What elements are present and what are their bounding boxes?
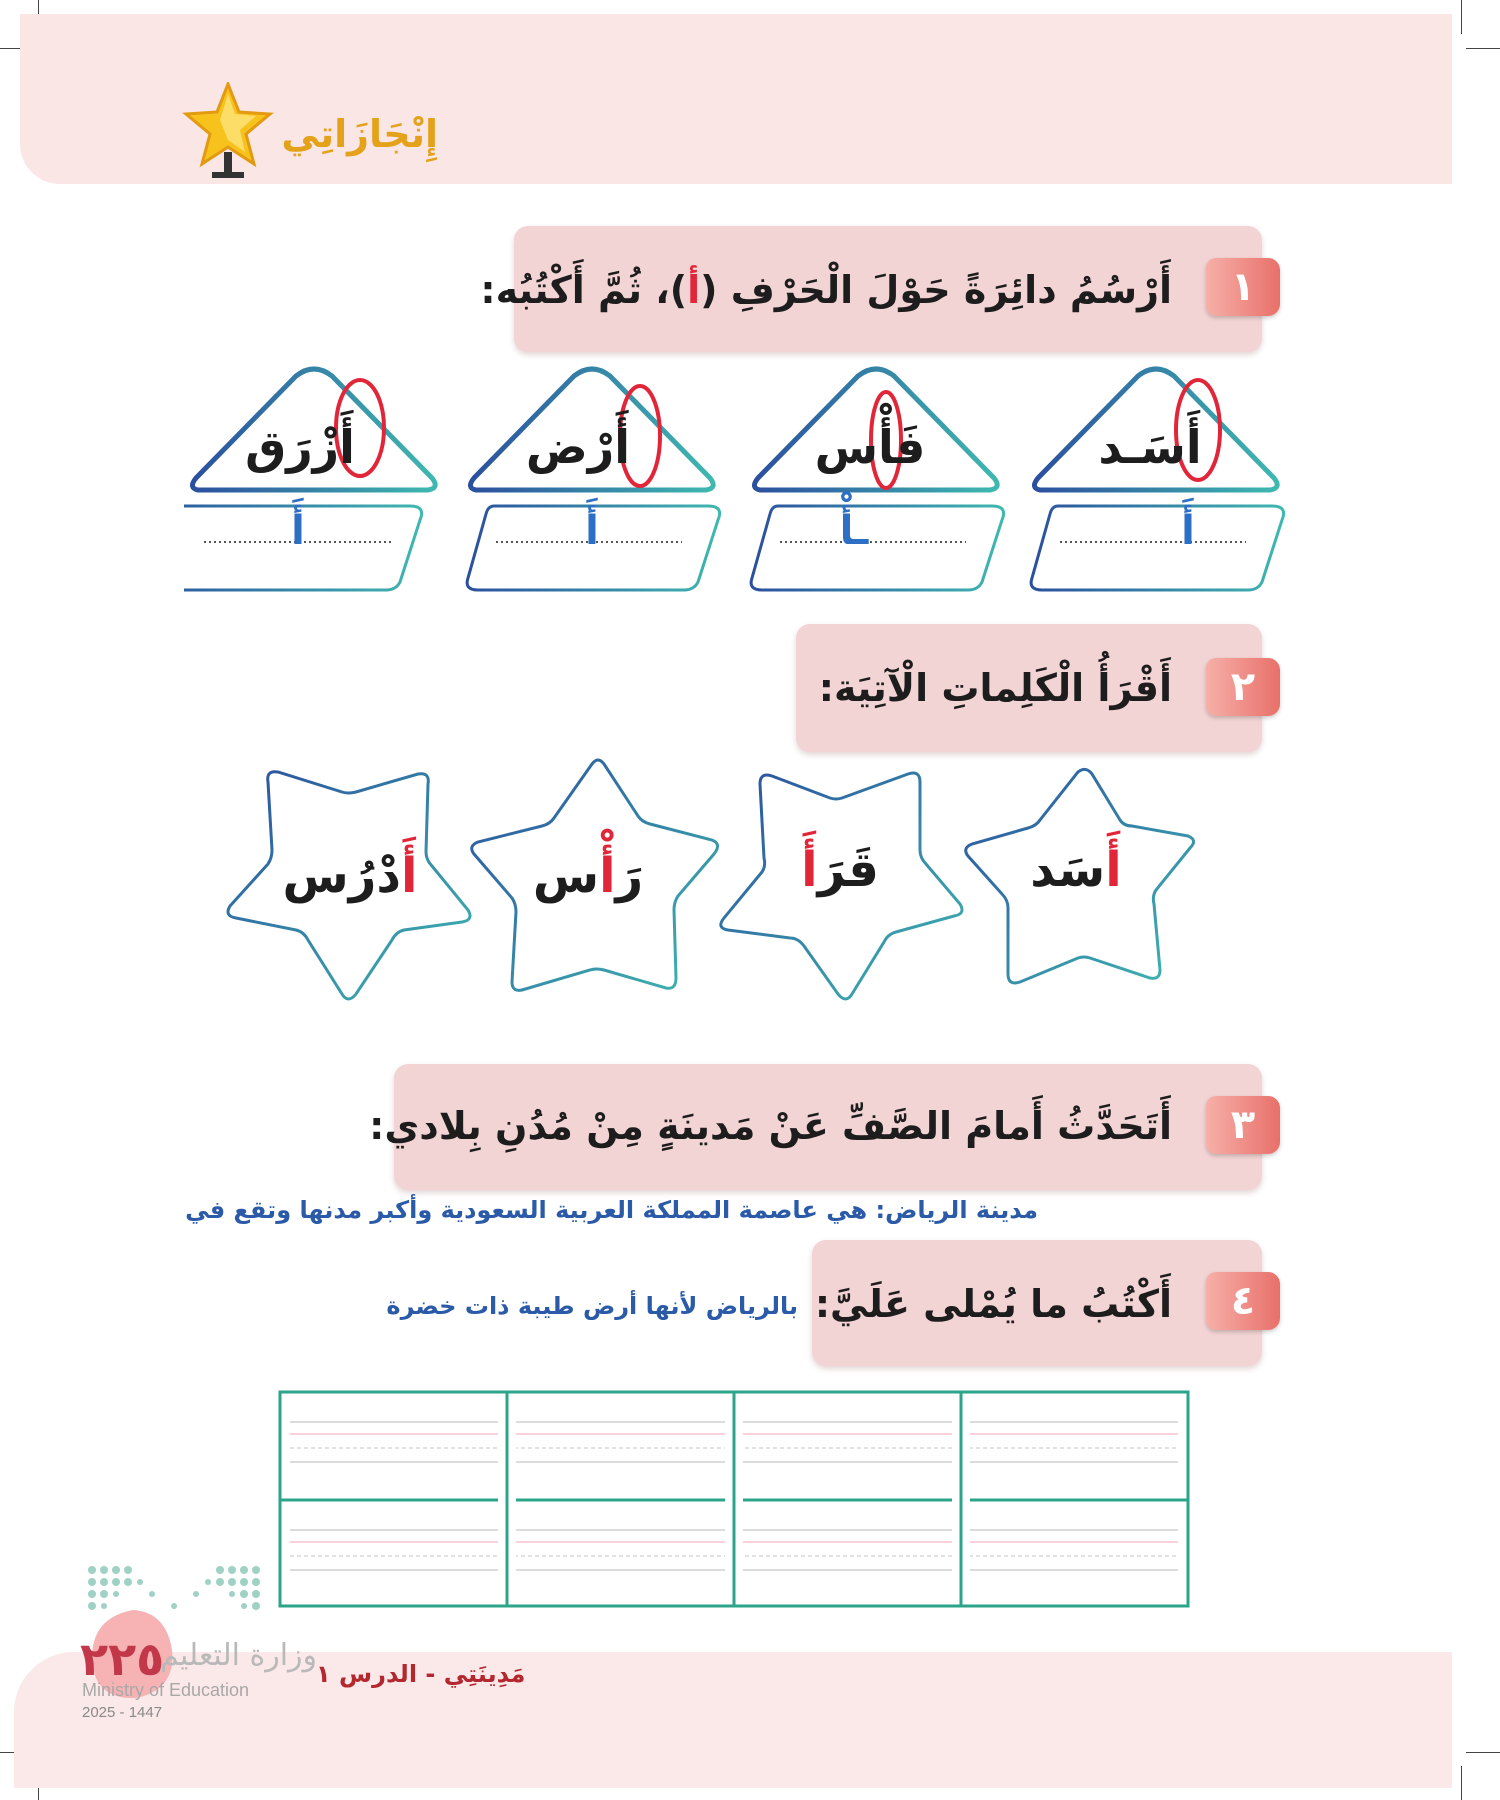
page-title: إِنْجَازَاتِي (281, 112, 438, 156)
triangle-card-1 (1026, 366, 1288, 596)
exercise-1-instruction (480, 268, 1172, 312)
letter-sample-1: أَ (1181, 508, 1195, 554)
exercise-1-instruction-end: )، ثُمَّ أَكْتُبُه: (480, 268, 688, 312)
triangle-card-2 (746, 366, 1008, 596)
edition-year: 2025 - 1447 (82, 1704, 163, 1721)
ministry-name-arabic: وزارة التعليم (160, 1638, 318, 1673)
exercise-4-number: ٤ (1206, 1272, 1280, 1330)
exercise-3-number: ٣ (1206, 1096, 1280, 1154)
star-word-3-highlight: أْ (599, 848, 616, 904)
exercise-1-highlight-letter: أ (687, 268, 701, 312)
star-word-3-prefix: رَ (615, 848, 644, 904)
star-word-2-highlight: أَ (801, 842, 818, 898)
star-word-2 (740, 842, 940, 898)
triangle-word-1: أَسَـد (1098, 420, 1202, 474)
star-word-1-rest: سَد (1030, 842, 1106, 898)
lesson-label: مَدِينَتِي - الدرس ١ (316, 1660, 526, 1688)
answer-note-line-1: مدينة الرياض: هي عاصمة المملكة العربية السعودية وأكبر مدنها وتقع في (185, 1196, 1038, 1224)
exercise-1-instruction-start: أَرْسُمُ دائِرَةً حَوْلَ الْحَرْفِ ( (700, 268, 1172, 312)
star-word-4-rest: دْرُس (282, 848, 402, 904)
exercise-1-number: ١ (1206, 258, 1280, 316)
star-word-3-rest: س (532, 848, 600, 904)
exercise-2-instruction: أَقْرَأُ الْكَلِماتِ الْآتِيَة: (818, 666, 1172, 710)
star-word-2-prefix: قَرَ (817, 842, 879, 898)
triangle-card-4 (184, 366, 446, 596)
star-word-4 (250, 848, 450, 904)
ministry-name-english: Ministry of Education (82, 1680, 250, 1700)
exercise-2-number: ٢ (1206, 658, 1280, 716)
letter-sample-4: أَ (291, 508, 305, 554)
exercise-4-instruction: أَكْتُبُ ما يُمْلى عَلَيَّ: (814, 1282, 1172, 1326)
page-number: ٢٢٥ (80, 1632, 165, 1686)
star-trophy-icon (182, 82, 274, 186)
triangle-word-4: أَزْرَق (245, 420, 355, 474)
star-word-1-highlight: أَ (1105, 842, 1122, 898)
triangle-card-3 (462, 366, 724, 596)
dictation-writing-grid[interactable] (278, 1390, 1190, 1610)
triangle-word-3: أَرْض (525, 420, 631, 474)
exercise-3-instruction: أَتَحَدَّثُ أَمامَ الصَّفِّ عَنْ مَدينَةٍ مِنْ مُدُنِ بِلادي: (369, 1104, 1172, 1148)
triangle-word-2: فَأْس (814, 420, 926, 474)
star-word-3 (488, 848, 688, 904)
star-word-4-highlight: أَ (401, 848, 418, 904)
answer-note-line-2: بالرياض لأنها أرض طيبة ذات خضرة (386, 1292, 798, 1320)
letter-sample-3: أَ (585, 508, 599, 554)
letter-sample-2: ـأْ (839, 508, 869, 554)
star-word-1 (976, 842, 1176, 898)
